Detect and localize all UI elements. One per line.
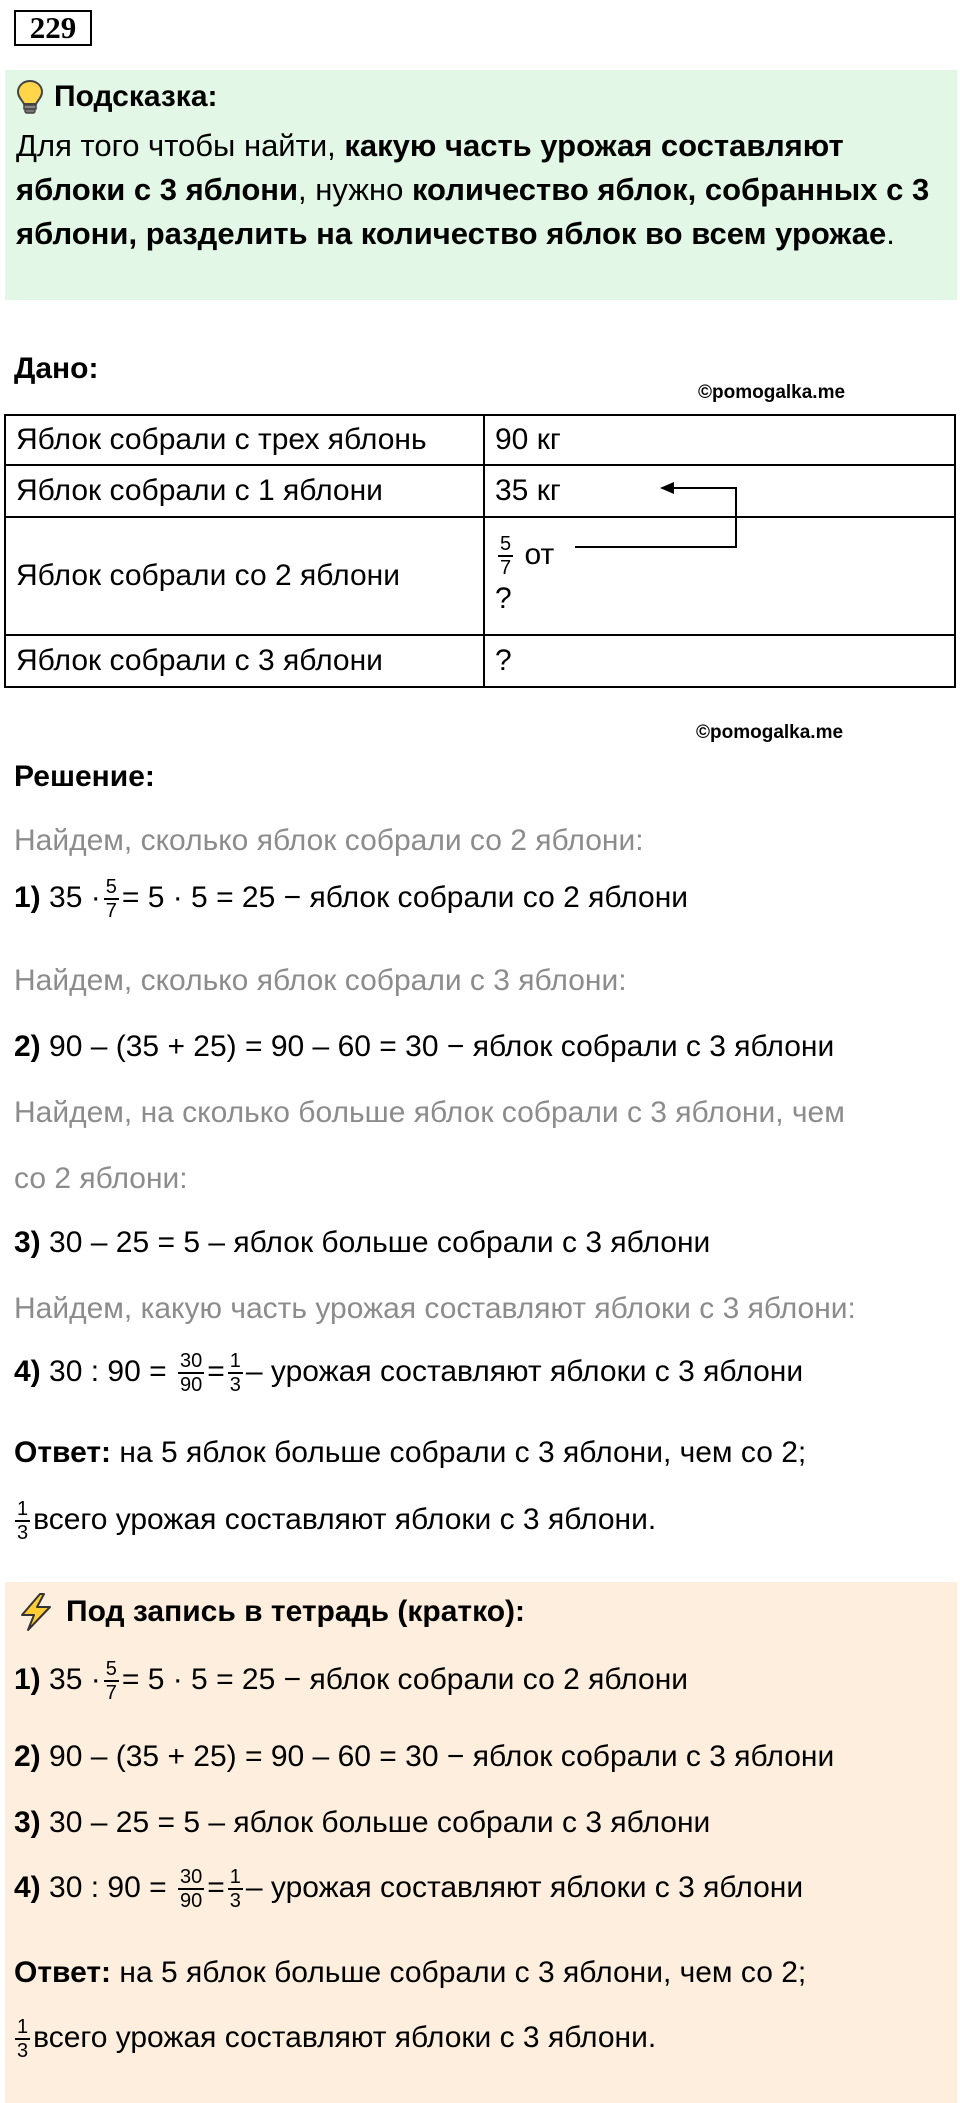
table-cell-value: 90 кг bbox=[484, 415, 955, 465]
table-row bbox=[5, 635, 955, 687]
short-step-4: 4) 30 : 90 = $\frac{30}{90}$ = $\frac{1}{3}$ – урожая составляют яблоки с 3 яблони bbox=[14, 1866, 804, 1912]
short-step-1: 1) 35 · $\frac{5}{7}$ = 5 · 5 = 25 − яблок собрали со 2 яблони bbox=[14, 1658, 689, 1704]
hint-text-part: . bbox=[886, 216, 895, 251]
given-title: Дано: bbox=[14, 352, 99, 385]
fraction: $\frac{5}{7}$ bbox=[500, 533, 512, 579]
reference-arrow bbox=[540, 470, 750, 555]
short-title bbox=[16, 1590, 525, 1634]
given-table bbox=[4, 414, 956, 688]
answer-line-1: Ответ: на 5 яблок больше собрали с 3 яблони, чем со 2; bbox=[14, 1436, 807, 1469]
table-cell-label: Яблок собрали со 2 яблони bbox=[5, 517, 484, 635]
hint-title-text: Подсказка: bbox=[54, 80, 218, 113]
arrow-head-icon bbox=[660, 482, 674, 494]
hint-text-part: Для того чтобы найти, bbox=[16, 128, 345, 163]
table-cell-label: Яблок собрали с 1 яблони bbox=[5, 465, 484, 517]
solution-comment: Найдем, какую часть урожая составляют яблоки с 3 яблони: bbox=[14, 1292, 856, 1325]
solution-step-2: 2) 90 – (35 + 25) = 90 – 60 = 30 − яблок собрали с 3 яблони bbox=[14, 1030, 835, 1063]
short-title-text: Под запись в тетрадь (кратко): bbox=[66, 1595, 526, 1628]
watermark: ©pomogalka.me bbox=[698, 382, 846, 403]
table-cell-label: Яблок собрали с 3 яблони bbox=[5, 635, 484, 687]
solution-comment: со 2 яблони: bbox=[14, 1162, 188, 1195]
solution-title: Решение: bbox=[14, 760, 155, 793]
solution-step-3: 3) 30 – 25 = 5 – яблок больше собрали с 3 яблони bbox=[14, 1226, 711, 1259]
table-row bbox=[5, 415, 955, 465]
solution-comment: Найдем, на сколько больше яблок собрали с 3 яблони, чем bbox=[14, 1096, 845, 1129]
short-answer-line-1: Ответ: на 5 яблок больше собрали с 3 яблони, чем со 2; bbox=[14, 1956, 807, 1989]
watermark: ©pomogalka.me bbox=[696, 722, 844, 743]
table-cell-value: 35 кг bbox=[484, 465, 955, 517]
hint-bold-part: какую часть урожая составляют яблоки с 3 яблони bbox=[16, 128, 844, 207]
hint-text bbox=[16, 124, 946, 256]
solution-comment: Найдем, сколько яблок собрали со 2 яблони: bbox=[14, 824, 644, 857]
task-number: 229 bbox=[14, 10, 92, 46]
answer-line-2: $\frac{1}{3}$ всего урожая составляют яблоки с 3 яблони. bbox=[17, 1498, 657, 1544]
table-row bbox=[5, 465, 955, 517]
hint-text-part: , нужно bbox=[298, 172, 412, 207]
table-cell-value: $\frac{5}{7}$ от ? bbox=[484, 517, 955, 635]
short-step-3: 3) 30 – 25 = 5 – яблок больше собрали с 3 яблони bbox=[14, 1806, 711, 1839]
solution-step-4: 4) 30 : 90 = $\frac{30}{90}$ = $\frac{1}{3}$ – урожая составляют яблоки с 3 яблони bbox=[14, 1350, 804, 1396]
solution-comment: Найдем, сколько яблок собрали с 3 яблони: bbox=[14, 964, 627, 997]
short-step-2: 2) 90 – (35 + 25) = 90 – 60 = 30 − яблок собрали с 3 яблони bbox=[14, 1740, 835, 1773]
short-answer-line-2: $\frac{1}{3}$ всего урожая составляют яблоки с 3 яблони. bbox=[17, 2016, 657, 2062]
lightning-icon bbox=[16, 1592, 56, 1632]
hint-bold-part: количество яблок, собранных с 3 яблони, разделить на количество яблок во всем урожае bbox=[16, 172, 930, 251]
solution-step-1: 1) 35 · $\frac{5}{7}$ = 5 · 5 = 25 − яблок собрали со 2 яблони bbox=[14, 876, 689, 922]
lightbulb-icon bbox=[16, 79, 44, 115]
table-row bbox=[5, 517, 955, 635]
hint-title bbox=[16, 78, 218, 116]
table-cell-value: ? bbox=[484, 635, 955, 687]
table-cell-label: Яблок собрали с трех яблонь bbox=[5, 415, 484, 465]
